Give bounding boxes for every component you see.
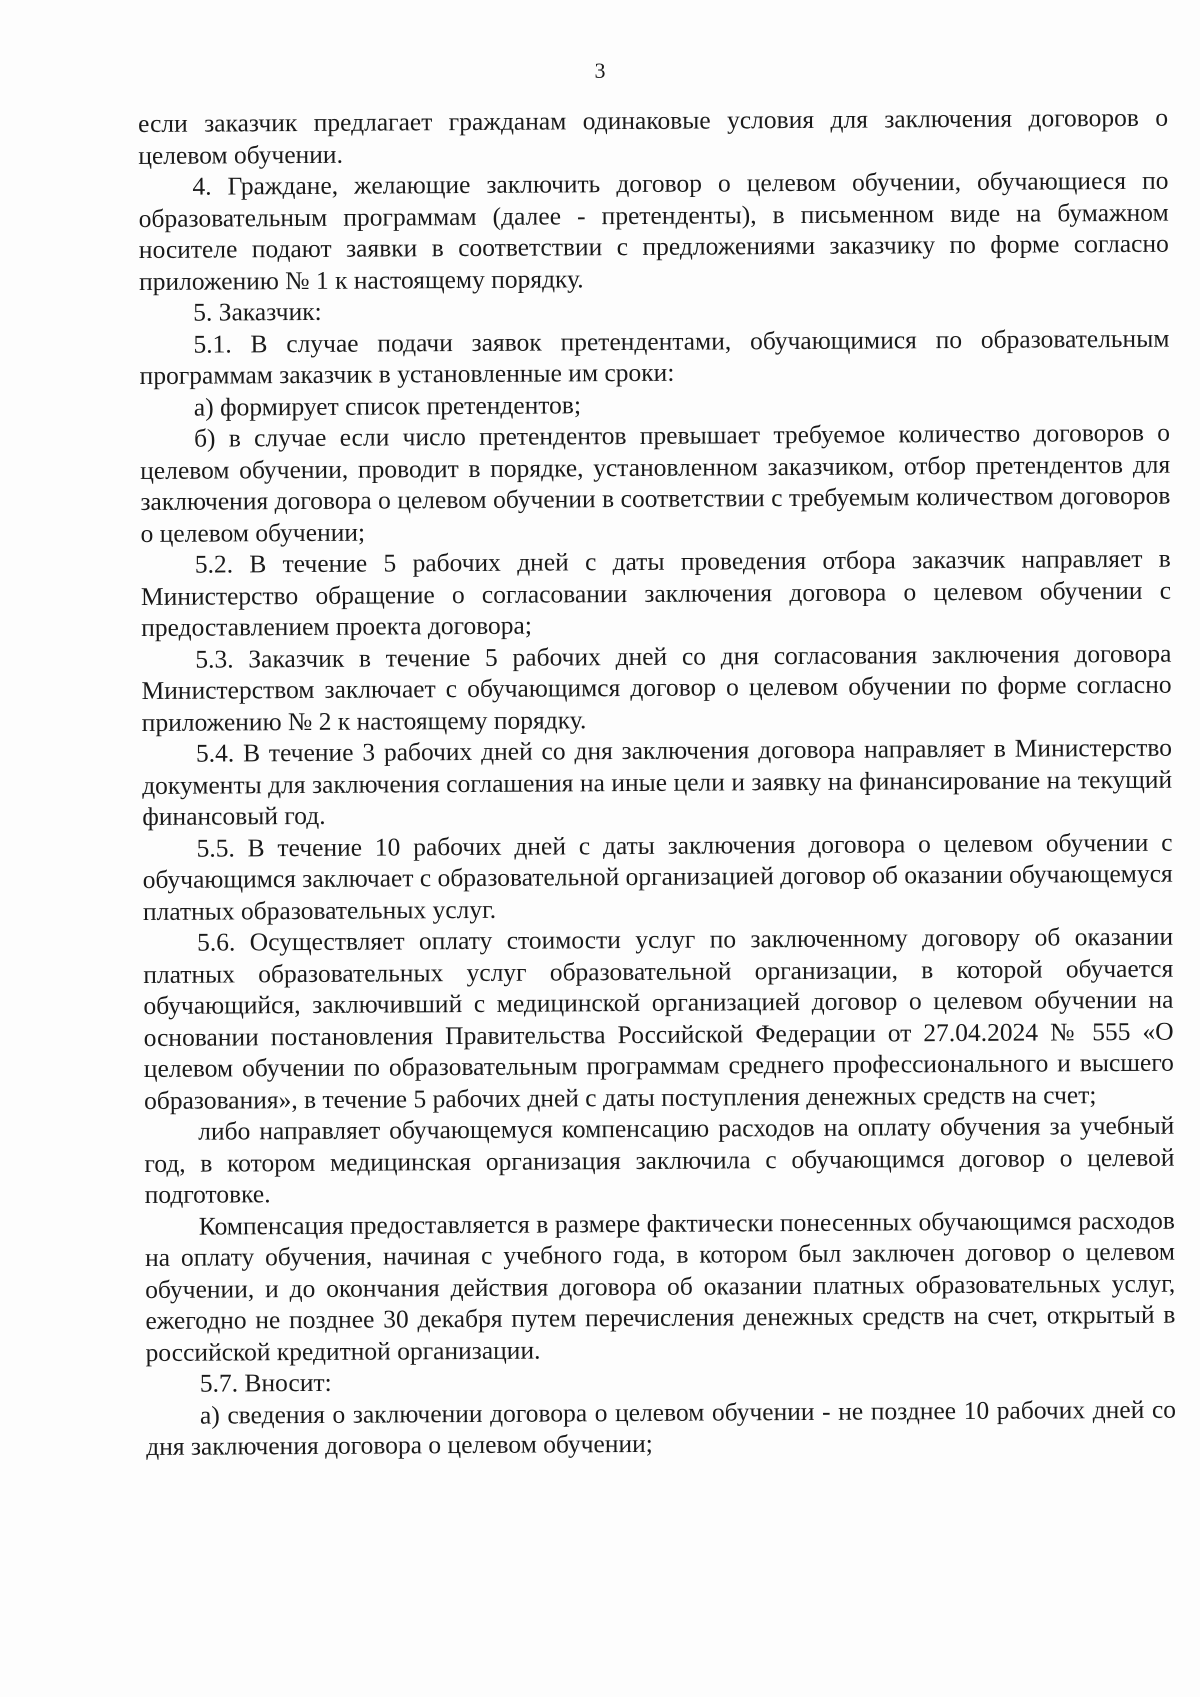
paragraph-5-5: 5.5. В течение 10 рабочих дней с даты заключения договора о целевом обучении с обучающимся заключает с образовательной организацией договор об оказании обучающемуся платных образовательных услуг.: [142, 827, 1173, 926]
paragraph-5-1: 5.1. В случае подачи заявок претендентами, обучающимися по образовательным программам заказчик в установленные им сроки:: [139, 323, 1170, 390]
paragraph-5-6-alternative: либо направляет обучающемуся компенсацию расходов на оплату обучения за учебный год, в котором медицинская организация заключила с обучающимся договор о целевой подготовке.: [144, 1110, 1175, 1209]
paragraph-5-2: 5.2. В течение 5 рабочих дней с даты проведения отбора заказчик направляет в Министерство обращение о согласовании заключения договора о целевом обучении с предоставлением проекта договора;: [140, 543, 1172, 642]
page-number: 3: [594, 58, 606, 83]
paragraph-compensation: Компенсация предоставляется в размере фактически понесенных обучающимся расходов на оплату обучения, начиная с учебного года, в котором был заключен договор о целевом обучении, и до окончания действия договора об оказании платных образовательных услуг, ежегодно не позднее 30 декабря путем перечисления денежных средств на счет, открытый в российской кредитной организации.: [144, 1205, 1176, 1367]
paragraph-5-1-b: б) в случае если число претендентов превышает требуемое количество договоров о целевом обучении, проводит в порядке, установленном заказчиком, отбор претендентов для заключения договора о целевом обучении в соответствии с требуемым количеством договоров о целевом обучении;: [140, 417, 1171, 548]
paragraph-4: 4. Граждане, желающие заключить договор о целевом обучении, обучающиеся по образовательным программам (далее - претенденты), в письменном виде на бумажном носителе подают заявки в соответствии с предложениями заказчику по форме согласно приложению № 1 к настоящему порядку.: [138, 165, 1169, 296]
paragraph-5-4: 5.4. В течение 3 рабочих дней со дня заключения договора направляет в Министерство документы для заключения соглашения на иные цели и заявку на финансирование на текущий финансовый год.: [142, 732, 1173, 831]
paragraph-5-6: 5.6. Осуществляет оплату стоимости услуг по заключенному договору об оказании платных образовательных услуг образовательной организации, в которой обучается обучающийся, заключивший с медицинской организацией договор о целевом обучении на основании постановления Правительства Российской Федерации от 27.04.2024 № 555 «О целевом обучении по образовательным программам среднего профессионального и высшего образования», в течение 5 рабочих дней с даты поступления денежных средств на счет;: [143, 921, 1174, 1115]
paragraph-intro-continuation: если заказчик предлагает гражданам одинаковые условия для заключения договоров о целевом обучении.: [138, 102, 1169, 170]
paragraph-5: 5. Заказчик:: [193, 296, 322, 327]
paragraph-5-3: 5.3. Заказчик в течение 5 рабочих дней со дня согласования заключения договора Министерством заключает с обучающимся договор о целевом обучении по форме согласно приложению № 2 к настоящему порядку.: [141, 638, 1172, 737]
paragraph-5-7: 5.7. Вносит:: [199, 1367, 332, 1398]
paragraph-5-7-a: а) сведения о заключении договора о целевом обучении - не позднее 10 рабочих дней со дня заключения договора о целевом обучении;: [146, 1394, 1177, 1461]
paragraph-5-1-a: а) формирует список претендентов;: [193, 389, 582, 422]
document-body: [138, 102, 1176, 1463]
